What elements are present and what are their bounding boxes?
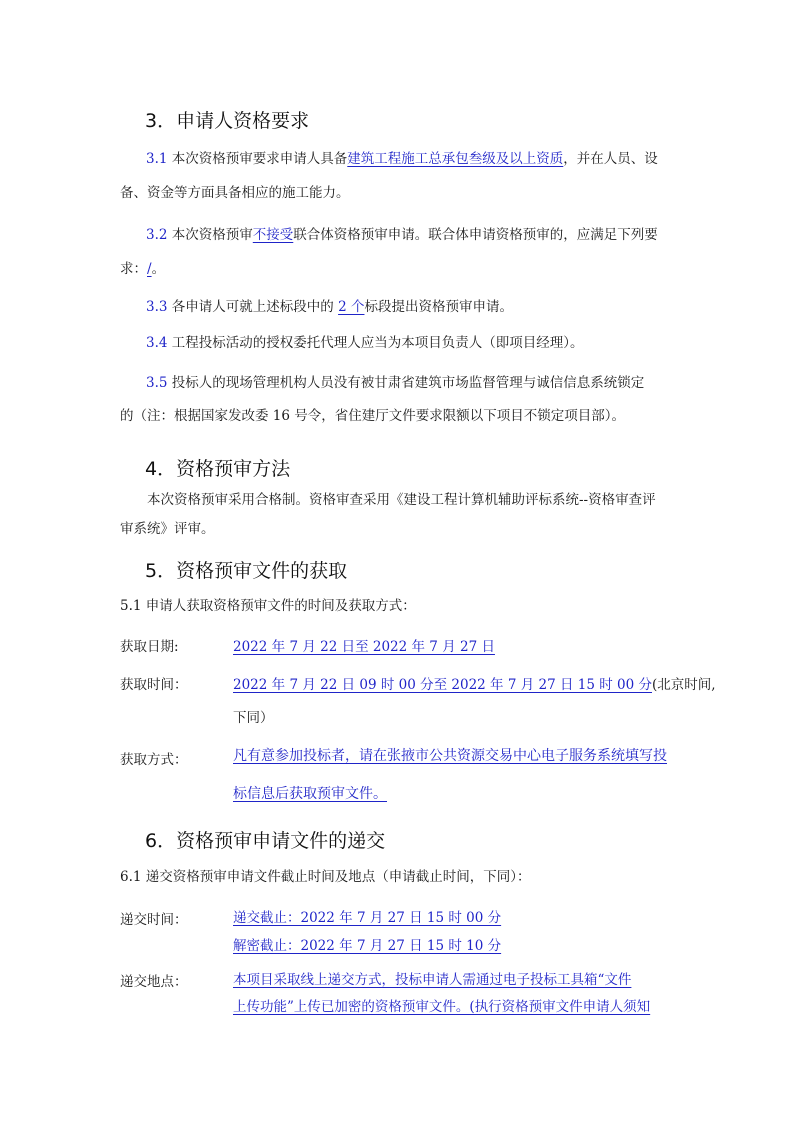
acquire-method-label: 获取方式：: [120, 752, 188, 768]
acquire-time-label: 获取时间：: [120, 677, 188, 693]
para-text: 本次资格预审要求申请人具备: [167, 151, 348, 167]
consortium-requirement: /: [147, 261, 152, 277]
para-number: 3.2: [146, 227, 168, 243]
acquire-date-value: 2022 年 7 月 22 日至 2022 年 7 月 27 日: [233, 639, 495, 655]
lot-count: 2 个: [338, 299, 365, 315]
para-text: 各申请人可就上述标段中的: [167, 299, 339, 315]
para-number: 3.3: [146, 299, 168, 315]
paragraph-6-1: 6.1 递交资格预审申请文件截止时间及地点（申请截止时间，下同）：: [120, 869, 531, 885]
section-3-heading: 3．申请人资格要求: [145, 110, 310, 132]
para-text: 本次资格预审: [167, 227, 253, 243]
para-text: 标段提出资格预审申请。: [364, 299, 513, 315]
para-text: ，并在人员、设: [563, 151, 658, 167]
submit-place-label: 递交地点：: [120, 974, 188, 990]
submit-place-line1: 本项目采取线上递交方式，投标申请人需通过电子投标工具箱“文件: [233, 972, 632, 988]
acquire-date-label: 获取日期:: [120, 639, 179, 655]
paragraph-3-1: [146, 149, 658, 169]
section-6-heading: 6．资格预审申请文件的递交: [145, 830, 386, 852]
section-4-text-line2: 审系统》评审。: [120, 521, 215, 537]
acquire-time-value: [233, 673, 716, 693]
submit-deadline: 递交截止：2022 年 7 月 27 日 15 时 00 分: [233, 910, 502, 926]
submit-time-label: 递交时间：: [120, 912, 188, 928]
para-number: 3.4: [146, 335, 168, 351]
para-text: 投标人的现场管理机构人员没有被甘肃省建筑市场监督管理与诚信信息系统锁定: [167, 375, 645, 391]
paragraph-3-5: [146, 373, 644, 393]
paragraph-3-1-line2: 备、资金等方面具备相应的施工能力。: [120, 185, 350, 201]
acquire-time-range: 2022 年 7 月 22 日 09 时 00 分至 2022 年 7 月 27 日 15 时 00 分: [233, 677, 652, 693]
acquire-time-value-line2: 下同）: [233, 710, 274, 726]
paragraph-5-1: 5.1 申请人获取资格预审文件的时间及获取方式：: [120, 598, 416, 614]
submit-place-line2: 上传功能”上传已加密的资格预审文件。(执行资格预审文件申请人须知: [233, 999, 651, 1015]
paragraph-3-3: [146, 297, 513, 317]
para-number: 3.5: [146, 375, 168, 391]
section-4-heading: 4．资格预审方法: [145, 458, 291, 480]
decrypt-deadline: 解密截止：2022 年 7 月 27 日 15 时 10 分: [233, 938, 502, 954]
acquire-time-tail: (北京时间,: [652, 677, 716, 693]
qualification-requirement: 建筑工程施工总承包叁级及以上资质: [347, 151, 564, 167]
para-number: 3.1: [146, 151, 168, 167]
para-text: 求：: [120, 261, 147, 277]
para-text: 工程投标活动的授权委托代理人应当为本项目负责人（即项目经理）。: [167, 335, 584, 351]
acquire-method-line2: 标信息后获取预审文件。: [233, 786, 387, 802]
paragraph-3-5-line2: 的（注：根据国家发改委 16 号令，省住建厅文件要求限额以下项目不锁定项目部）。: [120, 408, 626, 424]
para-text: 联合体资格预审申请。联合体申请资格预审的，应满足下列要: [293, 227, 658, 243]
paragraph-3-4: [146, 333, 584, 353]
section-5-heading: 5．资格预审文件的获取: [145, 560, 348, 582]
paragraph-3-2: [146, 225, 658, 245]
para-text: 。: [151, 261, 166, 277]
consortium-option: 不接受: [252, 227, 294, 243]
section-4-text-line1: 本次资格预审采用合格制。资格审查采用《建设工程计算机辅助评标系统--资格审查评: [147, 492, 656, 508]
acquire-method-line1: 凡有意参加投标者，请在张掖市公共资源交易中心电子服务系统填写投: [233, 748, 667, 764]
paragraph-3-2-line2: [120, 259, 165, 279]
